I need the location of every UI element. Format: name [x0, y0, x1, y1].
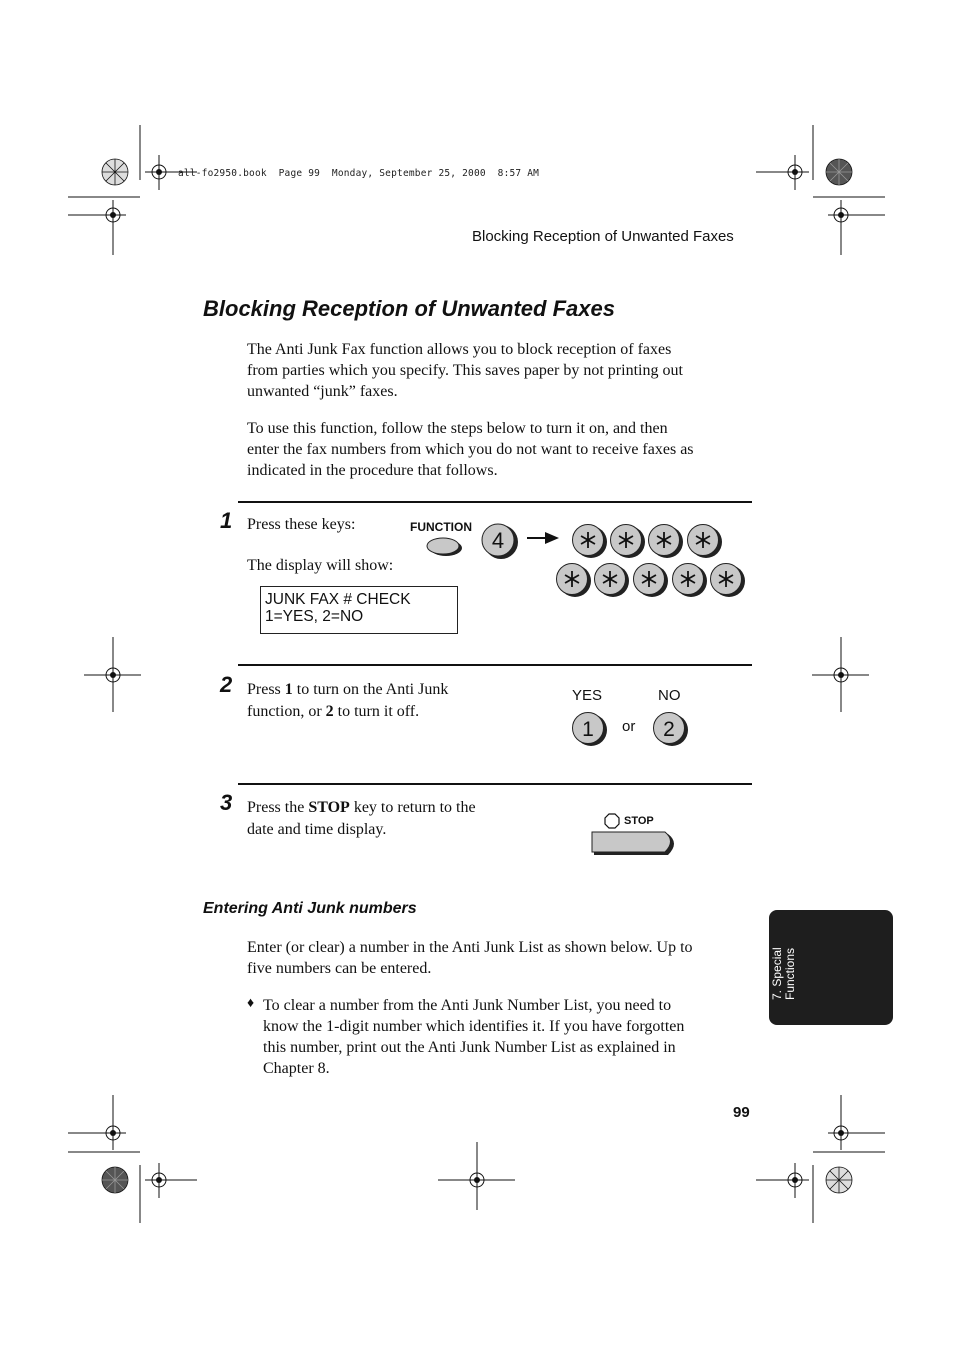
step-3-text — [247, 797, 476, 841]
intro-line: The Anti Junk Fax function allows you to block reception of faxes — [247, 341, 672, 358]
step-1-number: 1 — [220, 508, 233, 533]
step-2-line-2: function, or 2 to turn it off. — [247, 703, 420, 720]
star-key-icon — [711, 564, 746, 598]
subsection-paragraph — [247, 937, 747, 979]
intro-paragraph-2 — [247, 418, 747, 481]
star-key-icon — [649, 525, 684, 559]
step-3-number: 3 — [220, 790, 233, 815]
subsection-line: five numbers can be entered. — [247, 960, 432, 977]
bullet-line: know the 1-digit number which identifies it. If you have forgotten — [263, 1018, 685, 1035]
intro-paragraph-1 — [247, 339, 747, 402]
key-4-icon — [478, 522, 522, 562]
bullet-line: this number, print out the Anti Junk Number List as explained in — [263, 1039, 676, 1056]
step-divider — [238, 783, 752, 785]
page-number: 99 — [733, 1104, 750, 1121]
print-info: all-fo2950.book Page 99 Monday, September 25, 2000 8:57 AM — [178, 168, 540, 179]
star-key-group — [550, 520, 750, 600]
star-key-icon — [634, 564, 669, 598]
intro-line: from parties which you specify. This saves paper by not printing out — [247, 362, 683, 379]
star-key-icon — [611, 525, 646, 559]
star-key-icon — [573, 525, 608, 559]
star-key-icon — [557, 564, 592, 598]
stop-octagon-icon — [604, 813, 620, 829]
star-key-icon — [595, 564, 630, 598]
no-label: NO — [658, 687, 681, 704]
stop-key-label: STOP — [624, 815, 654, 827]
bullet-diamond: ♦ — [247, 996, 255, 1011]
intro-line: enter the fax numbers from which you do not want to receive faxes as — [247, 441, 694, 458]
lcd-display — [260, 586, 458, 634]
star-key-icon — [673, 564, 708, 598]
page-title: Blocking Reception of Unwanted Faxes — [203, 296, 615, 321]
step-2-text — [247, 679, 448, 723]
display-prompt: The display will show: — [247, 557, 394, 574]
step-1-text: Press these keys: — [247, 516, 356, 533]
subsection-line: Enter (or clear) a number in the Anti Junk List as shown below. Up to — [247, 939, 693, 956]
key-2-icon — [651, 710, 693, 748]
step-divider — [238, 501, 752, 503]
function-key-label: FUNCTION — [410, 520, 472, 534]
bullet-line: Chapter 8. — [263, 1060, 330, 1077]
key-4-label: 4 — [491, 528, 505, 553]
lcd-line-2: 1=YES, 2=NO — [265, 608, 364, 625]
chapter-tab-label: 7. Special Functions — [770, 947, 797, 1000]
running-head: Blocking Reception of Unwanted Faxes — [472, 228, 734, 245]
key-1-label: 1 — [582, 718, 594, 741]
or-label: or — [622, 718, 636, 735]
step-3-line-1: Press the STOP key to return to the — [247, 799, 476, 816]
key-1-icon — [570, 710, 612, 748]
lcd-line-1: JUNK FAX # CHECK — [265, 591, 411, 608]
step-2-line-1: Press 1 to turn on the Anti Junk — [247, 681, 449, 698]
star-key-icon — [688, 525, 723, 559]
bullet-paragraph — [263, 995, 743, 1079]
step-divider — [238, 664, 752, 666]
intro-line: indicated in the procedure that follows. — [247, 462, 498, 479]
subsection-title: Entering Anti Junk numbers — [203, 900, 417, 917]
stop-key-icon — [590, 830, 682, 858]
key-2-label: 2 — [663, 718, 675, 741]
step-3-line-2: date and time display. — [247, 821, 387, 838]
bullet-line: To clear a number from the Anti Junk Number List, you need to — [263, 997, 672, 1014]
intro-line: unwanted “junk” faxes. — [247, 383, 398, 400]
intro-line: To use this function, follow the steps below to turn it on, and then — [247, 420, 668, 437]
yes-label: YES — [572, 687, 603, 704]
function-key-icon — [426, 536, 466, 560]
step-2-number: 2 — [220, 672, 233, 697]
